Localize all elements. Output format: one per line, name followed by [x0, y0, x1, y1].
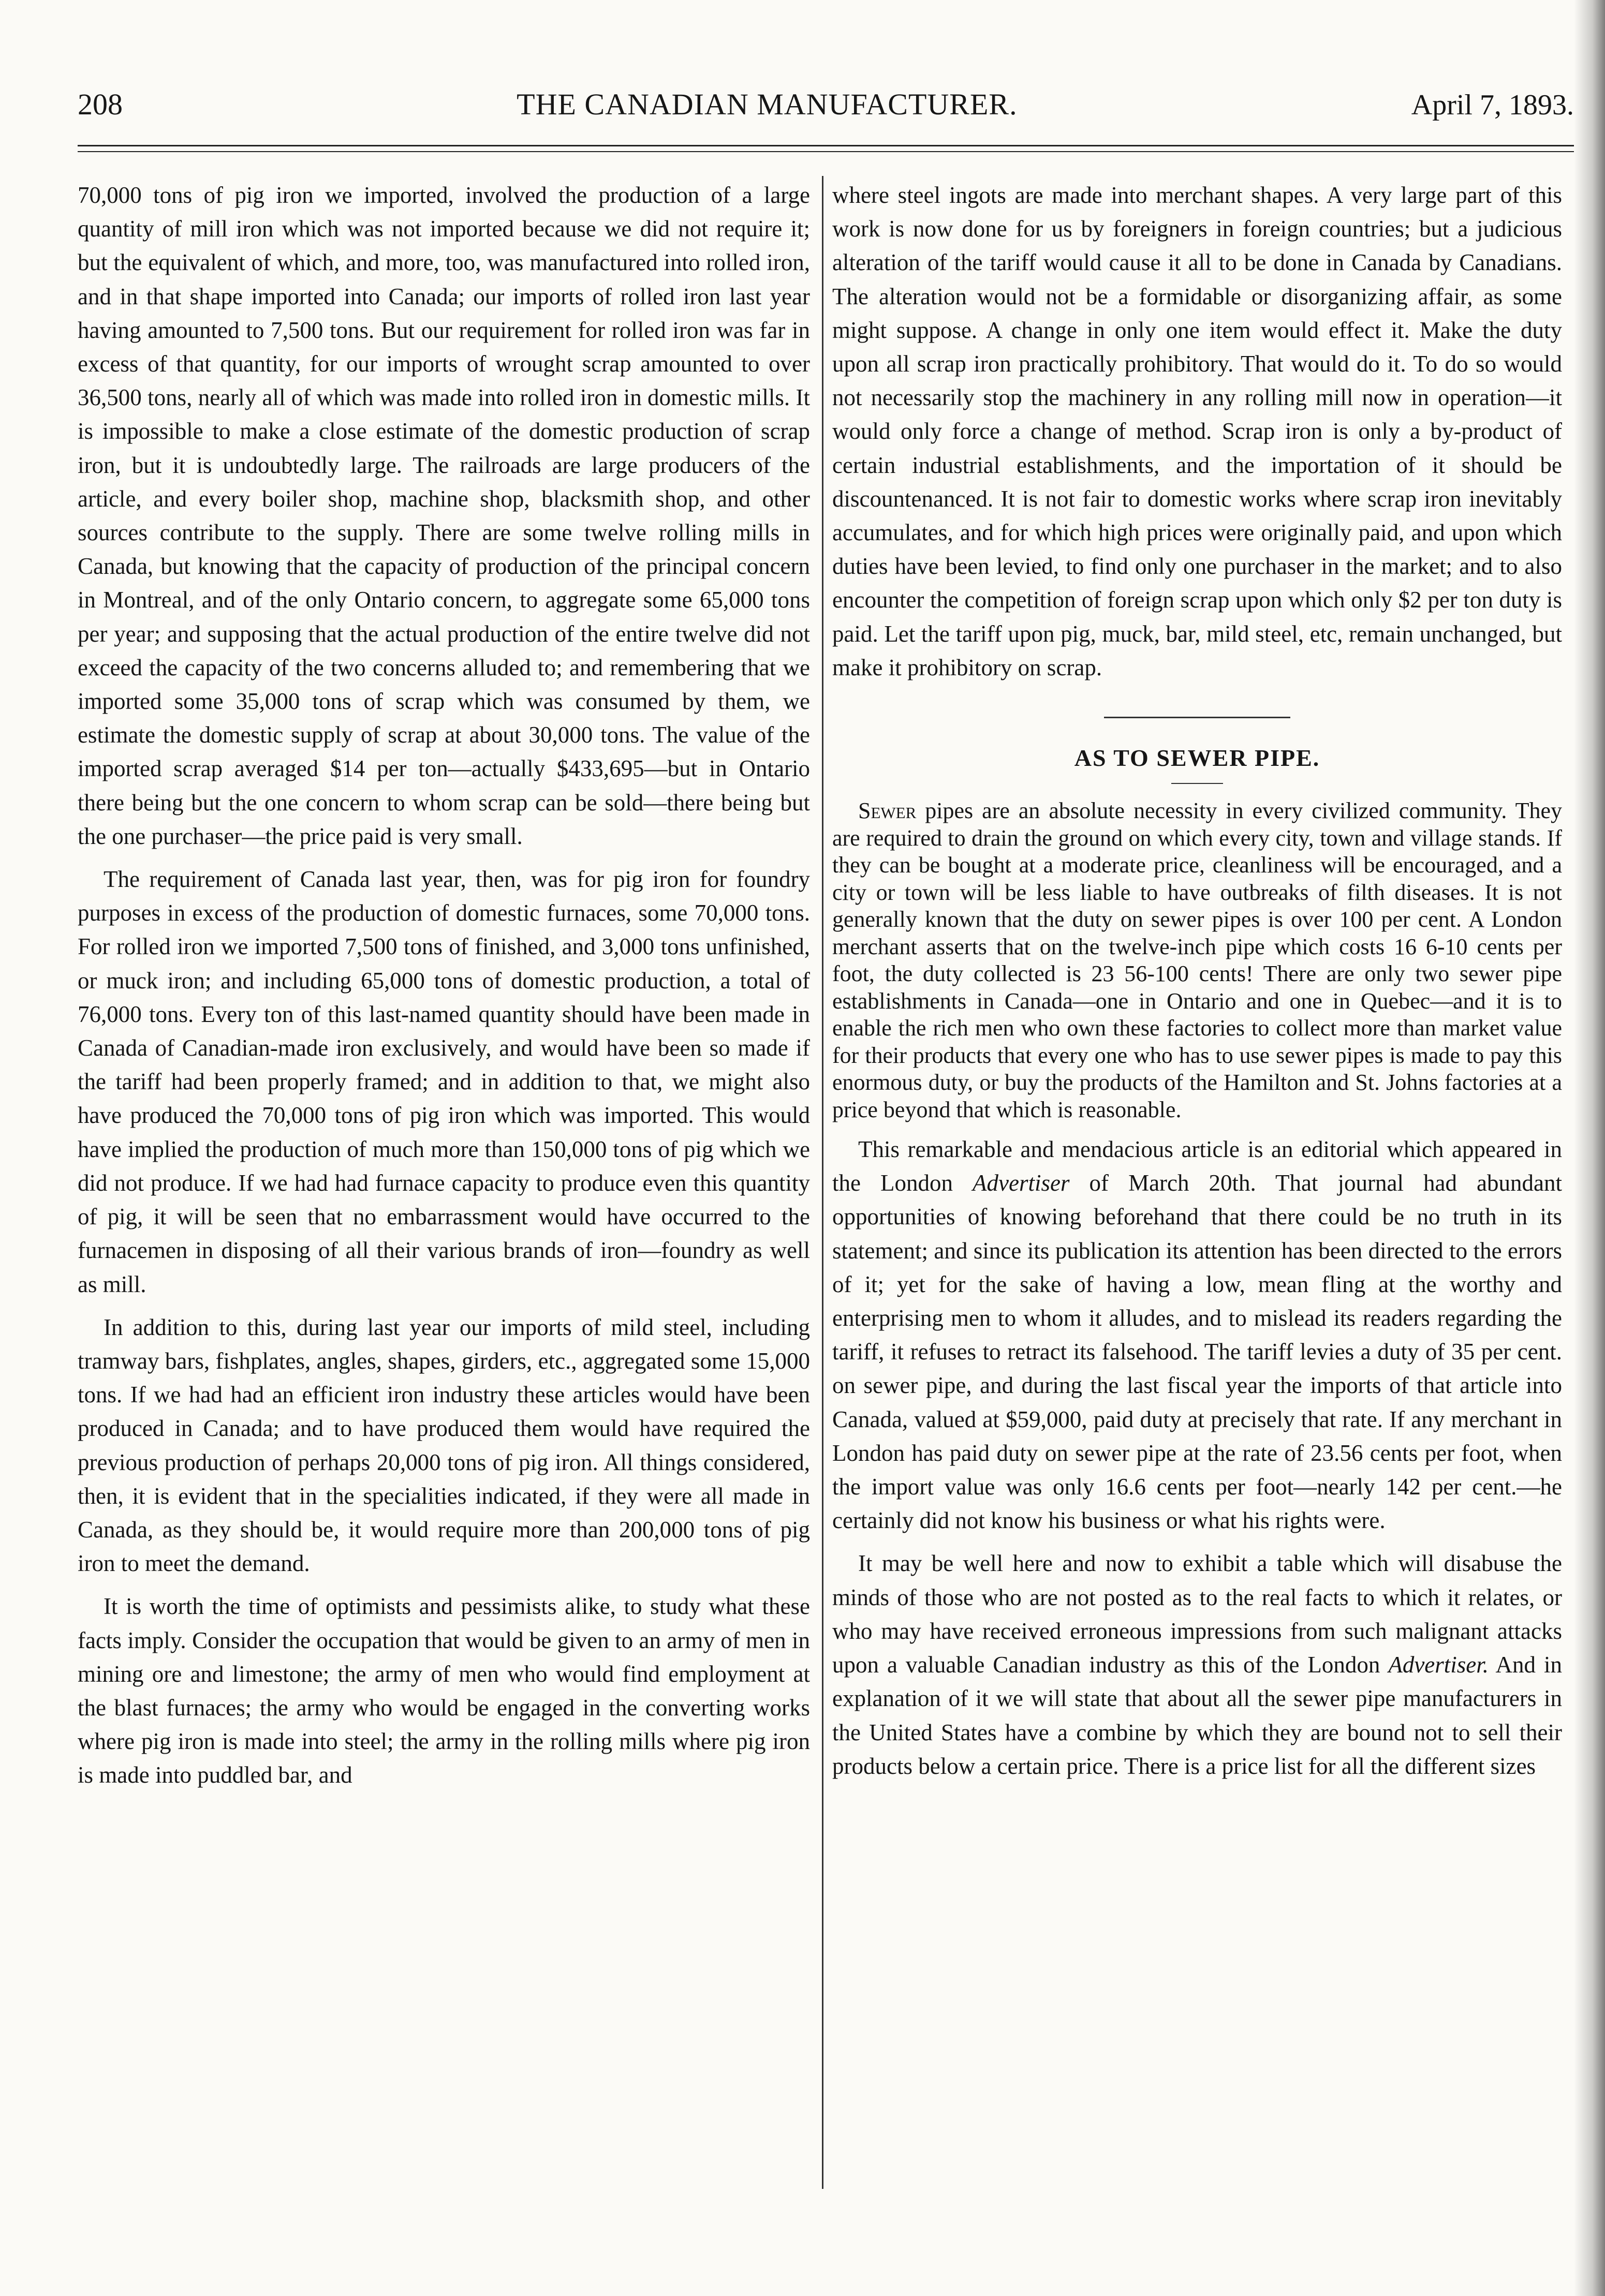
header-rule-top — [78, 145, 1574, 146]
page-header — [78, 87, 1574, 134]
right-paragraph-4-end: And in explanation of it we will state that about all the sewer pipe manufacturers in the United States have a combine by which they are bound not to sell their products below a certain price. There is a price list for all the different sizes — [832, 1652, 1562, 1779]
right-paragraph-3 — [832, 1133, 1562, 1537]
quoted-article-body: pipes are an absolute necessity in every civilized community. They are required to drain the ground on which every city, town and village stands. If they can be bought at a moderate price, cleanliness will be encouraged, and a city or town will be less liable to have outbreaks of filth diseases. It is not generally known that the duty on sewer pipes is over 100 per cent. A London merchant asserts that on the twelve-inch pipe which costs 16 6-10 cents per foot, the duty collected is 23 56-100 cents! There are only two sewer pipe establishments in Canada—one in Ontario and one in Quebec—and it is to enable the rich men who own these factories to collect more than market value for their products that every one who has to use sewer pipes is made to pay this enormous duty, or buy the products of the Hamilton and St. Johns factories at a price beyond that which is reasonable. — [832, 798, 1562, 1122]
page-number: 208 — [78, 87, 123, 121]
right-paragraph-1: where steel ingots are made into merchant shapes. A very large part of this work is now done for us by foreigners in foreign countries; but a judicious alteration of the tariff would cause it all to be done in Canada by Canadians. The alteration would not be a formidable or disorganizing affair, as some might suppose. A change in only one item would effect it. Make the duty upon all scrap iron practically prohibitory. That would do it. To do so would not necessarily stop the machinery in any rolling mill now in operation—it would only force a change of method. Scrap iron is only a by-product of certain industrial establishments, and the importation of it should be discountenanced. It is not fair to domestic works where scrap iron inevitably accumulates, and for which high prices were originally paid, and upon which duties have been levied, to find only one purchaser in the market; and to also encounter the competition of foreign scrap upon which only $2 per ton duty is paid. Let the tariff upon pig, muck, bar, mild steel, etc, remain unchanged, but make it prohibitory on scrap. — [832, 182, 1562, 680]
page-edge-shadow — [1574, 0, 1605, 2296]
left-paragraph-2: The requirement of Canada last year, then, was for pig iron for foundry purposes in excess of the production of domestic furnaces, some 70,000 tons. For rolled iron we imported 7,500 tons of finished, and 3,000 tons unfinished, or muck iron; and including 65,000 tons of domestic production, a total of 76,000 tons. Every ton of this last-named quantity should have been made in Canada of Canadian-made iron exclusively, and would have been so made if the tariff had been properly framed; and in addition to that, we might also have produced the 70,000 tons of pig iron which was imported. This would have implied the production of much more than 150,000 tons of pig which we did not produce. If we had had furnace capacity to produce even this quantity of pig, it will be seen that no embarrassment would have occurred to the furnacemen in disposing of all their various brands of iron—foundry as well as mill. — [78, 866, 810, 1297]
left-column — [78, 179, 810, 1793]
quoted-article — [832, 797, 1562, 1123]
right-paragraph-3-start: This remarkable and mendacious article is an editorial which appeared in the London — [832, 1136, 1562, 1196]
right-column — [832, 179, 1562, 1783]
right-paragraph-3-end: of March 20th. That journal had abundant opportunities of knowing beforehand that there could be no truth in its statement; and since its publication its attention has been directed to the errors of it; yet for the sake of having a low, mean fling at the worthy and enterprising men to whom it alludes, and to mislead its readers regarding the tariff, it refuses to retract its falsehood. The tariff levies a duty of 35 per cent. on sewer pipe, and during the last fiscal year the imports of that article into Canada, valued at $59,000, paid duty at precisely that rate. If any merchant in London has paid duty on sewer pipe at the rate of 23.56 cents per foot, when the import value was only 16.6 cents per foot—nearly 142 per cent.—he certainly did not know his business or what his rights were. — [832, 1170, 1562, 1534]
column-divider — [822, 176, 823, 2189]
left-paragraph-4: It is worth the time of optimists and pessimists alike, to study what these facts imply. Consider the occupation that would be given to an army of men in mining ore and limestone; the army of men who would find employment at the blast furnaces; the army who would be engaged in the converting works where pig iron is made into steel; the army in the rolling mills where pig iron is made into puddled bar, and — [78, 1593, 810, 1788]
left-paragraph-1: 70,000 tons of pig iron we imported, involved the production of a large quantity of mill iron which was not imported because we did not require it; but the equivalent of which, and more, too, was manufactured into rolled iron, and in that shape imported into Canada; our imports of rolled iron last year having amounted to 7,500 tons. But our requirement for rolled iron was far in excess of that quantity, for our imports of wrought scrap amounted to over 36,500 tons, nearly all of which was made into rolled iron in domestic mills. It is impossible to make a close estimate of the domestic production of scrap iron, but it is undoubtedly large. The railroads are large producers of the article, and every boiler shop, machine shop, blacksmith shop, and other sources contribute to the supply. There are some twelve rolling mills in Canada, but knowing that the capacity of production of the principal concern in Montreal, and of the only Ontario concern, to aggregate some 65,000 tons per year; and supposing that the actual production of the entire twelve did not exceed the capacity of the two concerns alluded to; and remembering that we imported some 35,000 tons of scrap which was consumed by them, we estimate the domestic supply of scrap at about 30,000 tons. The value of the imported scrap averaged $14 per ton—actually $433,695—but in Ontario there being but the one concern to whom scrap can be sold—there being but the one purchaser—the price paid is very small. — [78, 182, 810, 849]
right-paragraph-4-start: It may be well here and now to exhibit a table which will disabuse the minds of those who are not posted as to the real facts to which it relates, or who may have received erroneous impressions from such malignant attacks upon a valuable Canadian industry as this of the London — [832, 1550, 1562, 1678]
issue-date: April 7, 1893. — [1411, 89, 1574, 121]
header-rule-bottom — [78, 151, 1574, 152]
newspaper-name-2: Advertiser. — [1388, 1652, 1489, 1678]
newspaper-name: Advertiser — [973, 1170, 1070, 1196]
section-heading: AS TO SEWER PIPE. — [1074, 745, 1320, 772]
left-paragraph-3: In addition to this, during last year our imports of mild steel, including tramway bars, fishplates, angles, shapes, girders, etc., aggregated some 15,000 tons. If we had had an efficient iron industry these articles would have been produced in Canada; and to have produced them would have required the previous production of perhaps 20,000 tons of pig iron. All things considered, then, it is evident that in the specialities indicated, if they were all made in Canada, as they should be, it would require more than 200,000 tons of pig iron to meet the demand. — [78, 1314, 810, 1577]
quoted-article-lead: Sewer — [858, 798, 917, 824]
right-paragraph-4 — [832, 1547, 1562, 1783]
journal-title: THE CANADIAN MANUFACTURER. — [517, 87, 1018, 121]
